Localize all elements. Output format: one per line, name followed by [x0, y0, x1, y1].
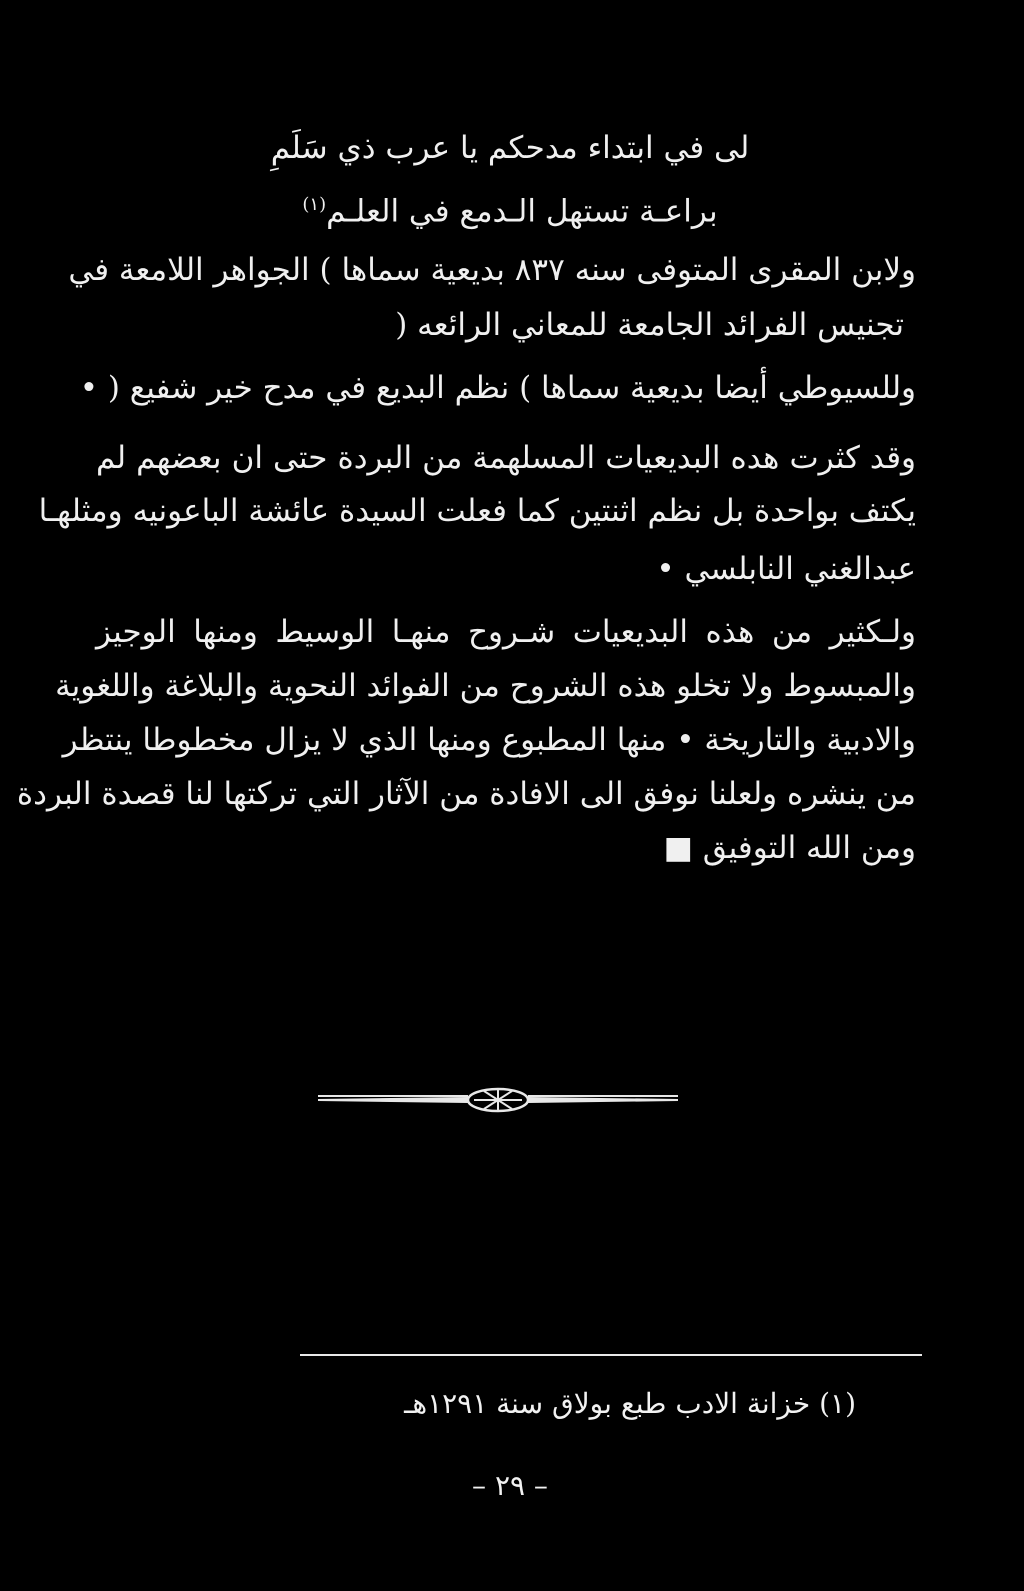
verse-line-2 [150, 185, 870, 231]
paragraph-line-2: تجنيس الفرائد الجامعة للمعاني الرائعه ( [395, 307, 904, 343]
paragraph-line-10: من ينشره ولعلنا نوفق الى الافادة من الآثار التي تركتها لنا قصدة البردة [16, 776, 916, 812]
paragraph-line-1: ولابن المقرى المتوفى سنه ٨٣٧ بديعية سماها ) الجواهر اللامعة في [68, 252, 916, 288]
paragraph-line-5: يكتف بواحدة بل نظم اثنتين كما فعلت السيدة عائشة الباعونيه ومثلهـا [38, 493, 916, 529]
paragraph-line-9: والادبية والتاريخة • منها المطبوع ومنها الذي لا يزال مخطوطا ينتظر [62, 722, 916, 758]
footnote-separator [300, 1354, 922, 1356]
paragraph-line-3: وللسيوطي أيضا بديعية سماها ) نظم البديع في مدح خير شفيع ( • [79, 370, 916, 406]
paragraph-line-4: وقد كثرت هده البديعيات المسلهمة من البردة حتى ان بعضهم لم [96, 440, 916, 476]
verse-line-1: لى في ابتداء مدحكم يا عرب ذي سَلَمِ [270, 130, 750, 166]
paragraph-line-6: عبدالغني النابلسي • [656, 551, 916, 587]
footnote-marker: (١) [302, 194, 327, 215]
ornament-divider [318, 1086, 678, 1114]
paragraph-line-8: والمبسوط ولا تخلو هذه الشروح من الفوائد النحوية والبلاغة واللغوية [55, 668, 916, 704]
verse-line-2-text: براعـة تستهل الـدمع في العلـم [326, 193, 718, 230]
paragraph-line-11: ومن الله التوفيق ■ [663, 830, 916, 866]
footnote-text: (١) خزانة الادب طبع بولاق سنة ١٢٩١هـ [404, 1387, 856, 1420]
paragraph-line-7: ولـكثير من هذه البديعيات شـروح منهـا الوسيط ومنها الوجيز [96, 614, 916, 650]
page-number: – ٢٩ – [472, 1469, 548, 1502]
